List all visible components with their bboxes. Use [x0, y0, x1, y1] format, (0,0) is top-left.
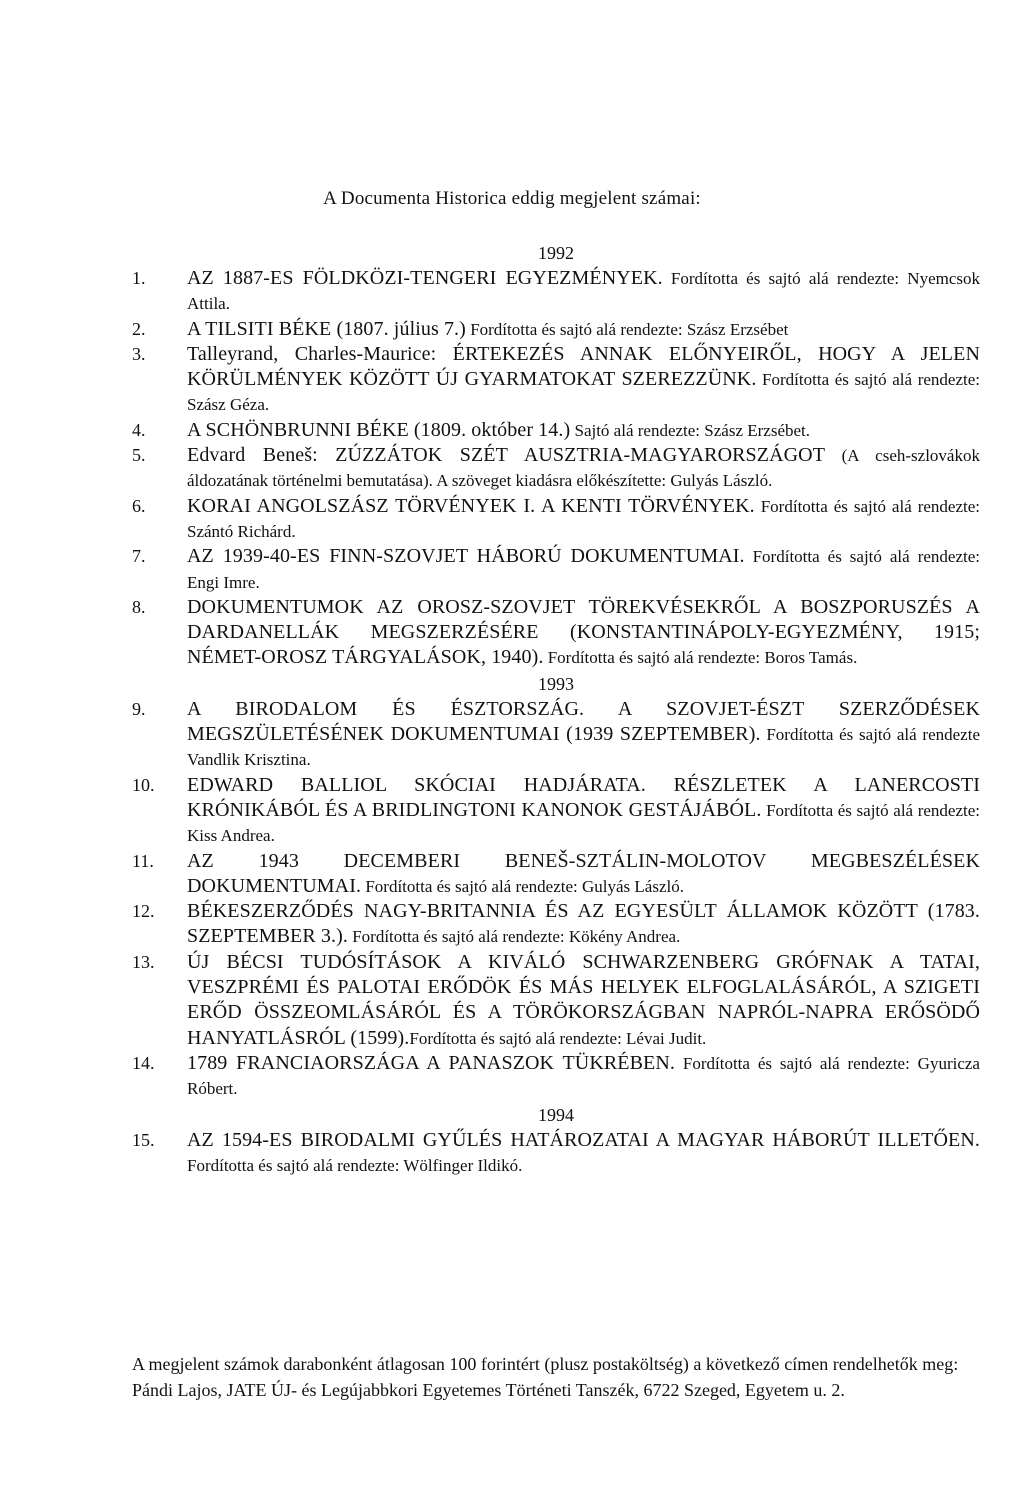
- list-item-3: [132, 342, 980, 418]
- item-number: 6.: [132, 495, 146, 516]
- list-item-8: [132, 595, 980, 671]
- item-text: [187, 418, 980, 443]
- item-number: 9.: [132, 698, 146, 719]
- item-text: [187, 544, 980, 595]
- item-title: A BIRODALOM ÉS ÉSZTORSZÁG. A SZOVJET-ÉSZT SZERZŐDÉSEK MEGSZÜLETÉSÉNEK DOKUMENTUMAI (1939 SZEPTEMBER).: [187, 697, 980, 746]
- item-number: 2.: [132, 318, 146, 339]
- year-heading-1994: 1994: [538, 1104, 574, 1125]
- item-number: 15.: [132, 1129, 155, 1150]
- item-credits: Fordította és sajtó alá rendezte: Boros Tamás.: [543, 648, 858, 668]
- item-credits: Fordította és sajtó alá rendezte: Wölfinger Ildikó.: [187, 1155, 523, 1175]
- item-credits: (A cseh-szlovákok áldozatának történelmi bemutatása). A szöveget kiadásra előkészítette: Gulyás László.: [187, 446, 980, 491]
- item-number: 5.: [132, 445, 146, 466]
- item-title: A TILSITI BÉKE (1807. július 7.): [187, 317, 466, 340]
- item-credits: Fordította és sajtó alá rendezte: Szász Géza.: [187, 370, 980, 415]
- item-number: 8.: [132, 596, 146, 617]
- year-heading-1992: 1992: [538, 243, 574, 263]
- order-text: A megjelent számok darabonként átlagosan 100 forintért (plusz postaköltség) a következő címen rendelhetők meg:: [132, 1354, 959, 1374]
- list-item-12: [132, 899, 980, 950]
- item-credits: Fordította és sajtó alá rendezte: Gyuricza Róbert.: [187, 1053, 980, 1099]
- item-number: 14.: [132, 1052, 155, 1073]
- item-text: [187, 1051, 980, 1102]
- item-text: [187, 1128, 980, 1179]
- item-number: 7.: [132, 546, 146, 567]
- item-number: 10.: [132, 774, 155, 795]
- item-title: 1789 FRANCIAORSZÁGA A PANASZOK TÜKRÉBEN.: [187, 1051, 676, 1074]
- item-credits: Fordította és sajtó alá rendezte: Gulyás László.: [361, 876, 684, 896]
- issue-list: [132, 240, 980, 1178]
- item-text: [187, 342, 980, 418]
- item-credits: Fordította és sajtó alá rendezte: Engi Imre.: [187, 547, 980, 592]
- list-item-9: [132, 697, 980, 773]
- list-item-10: [132, 773, 980, 849]
- item-text: [187, 595, 980, 671]
- item-credits: Fordította és sajtó alá rendezte Vandlik Krisztina.: [187, 725, 980, 770]
- item-text: [187, 899, 980, 950]
- list-item-1: [132, 266, 980, 317]
- list-item-5: [132, 443, 980, 494]
- year-heading-1993: 1993: [538, 673, 574, 694]
- item-title: ÚJ BÉCSI TUDÓSÍTÁSOK A KIVÁLÓ SCHWARZENBERG GRÓFNAK A TATAI, VESZPRÉMI ÉS PALOTAI ERŐDÖK ÉS MÁS HELYEK ELFOGLALÁSÁRÓL, A SZIGETI ERŐD ÖSSZEOMLÁSÁRÓL ÉS A TÖRÖKORSZÁGBAN NAPRÓL-NAPRA ERŐSÖDŐ HANYATLÁSRÓL (1599).: [187, 950, 980, 1049]
- item-title: KORAI ANGOLSZÁSZ TÖRVÉNYEK I. A KENTI TÖRVÉNYEK.: [187, 494, 755, 517]
- item-number: 12.: [132, 901, 155, 922]
- item-title: AZ 1594-ES BIRODALMI GYŰLÉS HATÁROZATAI A MAGYAR HÁBORÚT ILLETŐEN.: [187, 1128, 980, 1151]
- item-credits: Fordította és sajtó alá rendezte: Szász Erzsébet: [465, 319, 789, 339]
- item-number: 13.: [132, 951, 155, 972]
- order-address: Pándi Lajos, JATE ÚJ- és Legújabbkori Egyetemes Történeti Tanszék, 6722 Szeged, Egyetem u. 2.: [132, 1379, 845, 1400]
- page-heading: A Documenta Historica eddig megjelent számai:: [323, 188, 701, 209]
- item-title: A SCHÖNBRUNNI BÉKE (1809. október 14.): [187, 418, 571, 441]
- list-item-15: [132, 1128, 980, 1179]
- item-credits: Fordította és sajtó alá rendezte: Kiss Andrea.: [187, 800, 980, 846]
- item-text: [187, 950, 980, 1051]
- item-text: [187, 266, 980, 317]
- item-credits: Sajtó alá rendezte: Szász Erzsébet.: [570, 420, 811, 440]
- item-title: DOKUMENTUMOK AZ OROSZ-SZOVJET TÖREKVÉSEKRŐL A BOSZPORUSZÉS A DARDANELLÁK MEGSZERZÉSÉRE (KONSTANTINÁPOLY-EGYEZMÉNY, 1915; NÉMET-OROSZ TÁRGYALÁSOK, 1940).: [187, 595, 980, 669]
- item-text: [187, 697, 980, 773]
- list-item-11: [132, 849, 980, 900]
- item-title: AZ 1943 DECEMBERI BENEŠ-SZTÁLIN-MOLOTOV MEGBESZÉLÉSEK DOKUMENTUMAI.: [187, 849, 980, 897]
- item-number: 1.: [132, 268, 146, 288]
- item-title: AZ 1939-40-ES FINN-SZOVJET HÁBORÚ DOKUMENTUMAI.: [187, 545, 745, 568]
- item-text: [187, 317, 980, 342]
- list-item-14: [132, 1051, 980, 1102]
- list-item-13: [132, 950, 980, 1051]
- item-text: [187, 494, 980, 545]
- ordering-info: [132, 1352, 980, 1403]
- item-title: BÉKESZERZŐDÉS NAGY-BRITANNIA ÉS AZ EGYESÜLT ÁLLAMOK KÖZÖTT (1783. SZEPTEMBER 3.).: [187, 900, 980, 948]
- item-credits: Fordította és sajtó alá rendezte: Nyemcsok Attila.: [187, 269, 980, 314]
- item-title: Talleyrand, Charles-Maurice: ÉRTEKEZÉS ANNAK ELŐNYEIRŐL, HOGY A JELEN KÖRÜLMÉNYEK KÖZÖTT ÚJ GYARMATOKAT SZEREZZÜNK.: [187, 342, 980, 391]
- item-title: Edvard Beneš: ZÚZZÁTOK SZÉT AUSZTRIA-MAGYARORSZÁGOT: [187, 444, 826, 467]
- item-title: AZ 1887-ES FÖLDKÖZI-TENGERI EGYEZMÉNYEK.: [187, 267, 663, 289]
- list-item-4: [132, 418, 980, 443]
- list-item-7: [132, 544, 980, 595]
- item-title: EDWARD BALLIOL SKÓCIAI HADJÁRATA. RÉSZLETEK A LANERCOSTI KRÓNIKÁBÓL ÉS A BRIDLINGTONI KANONOK GESTÁJÁBÓL.: [187, 773, 980, 821]
- item-number: 11.: [132, 850, 154, 871]
- item-number: 3.: [132, 343, 146, 364]
- item-text: [187, 849, 980, 900]
- item-text: [187, 443, 980, 494]
- list-item-2: [132, 317, 980, 342]
- item-credits: Fordította és sajtó alá rendezte: Kökény Andrea.: [347, 927, 681, 947]
- item-text: [187, 773, 980, 849]
- item-credits: Fordította és sajtó alá rendezte: Lévai Judit.: [409, 1028, 707, 1048]
- item-number: 4.: [132, 419, 146, 440]
- list-item-6: [132, 494, 980, 545]
- item-credits: Fordította és sajtó alá rendezte: Szántó Richárd.: [187, 496, 980, 541]
